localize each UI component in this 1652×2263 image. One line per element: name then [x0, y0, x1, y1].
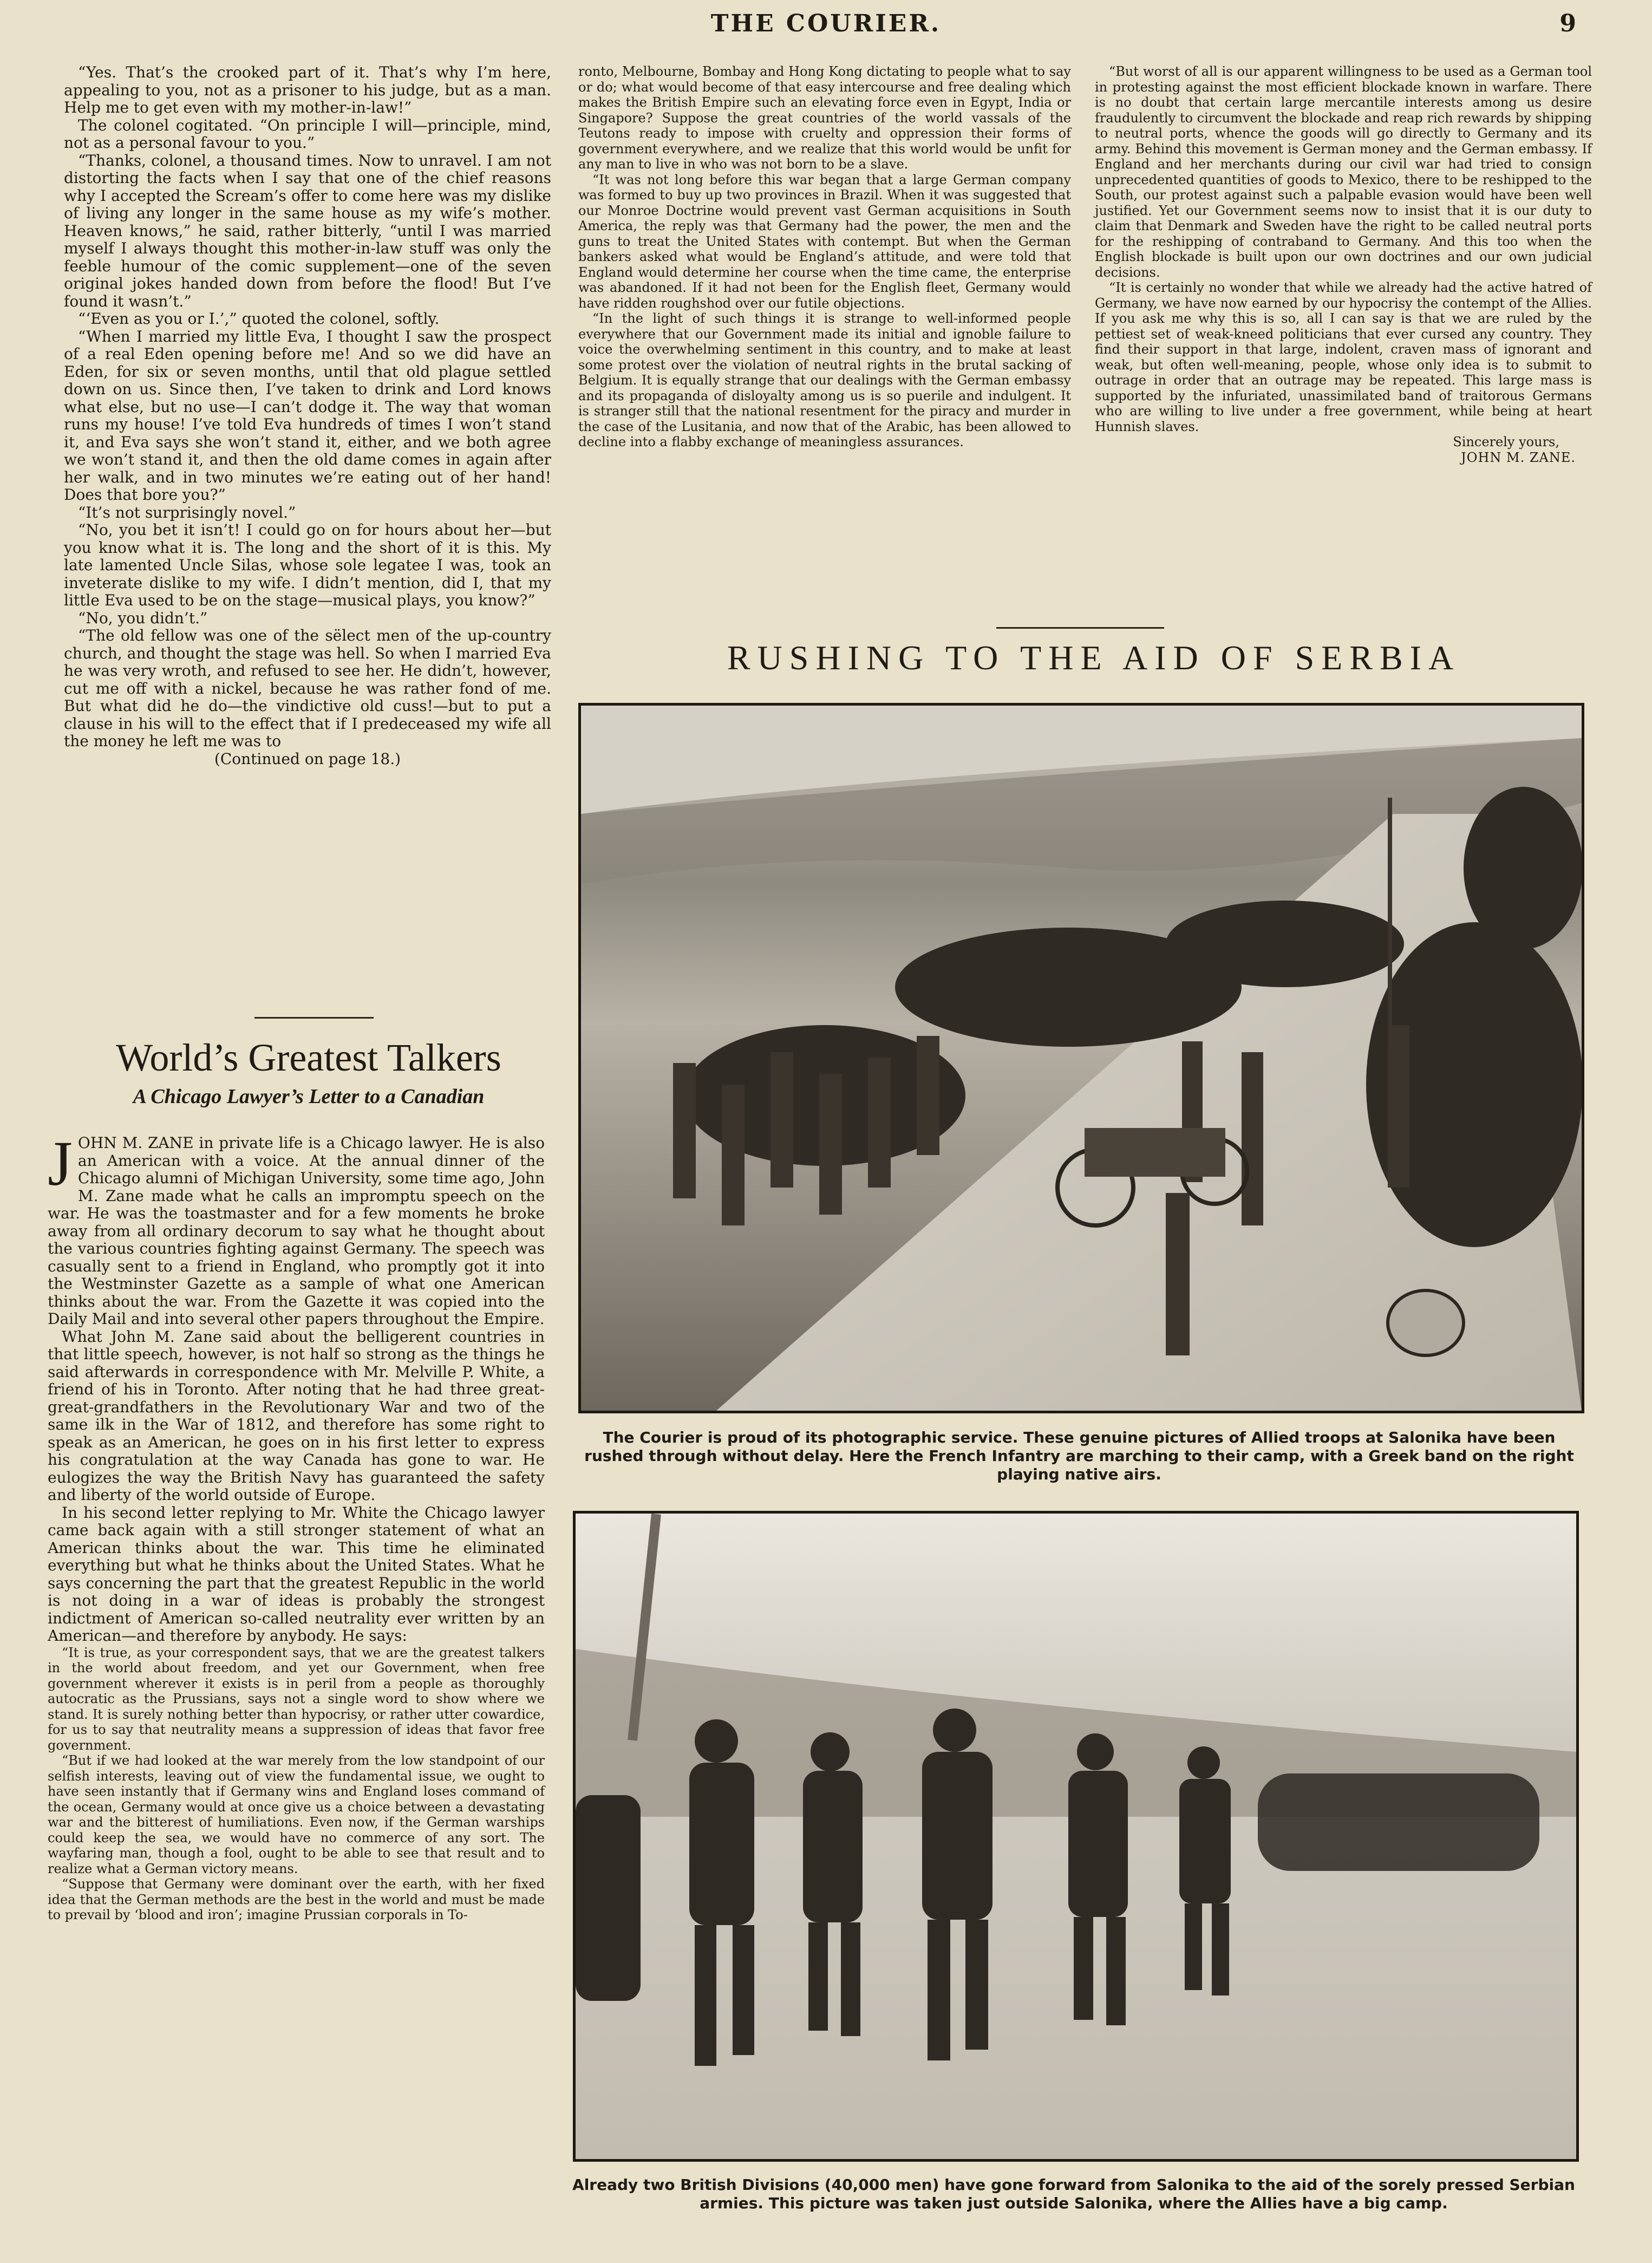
paragraph: “In the light of such things it is strange to well-informed people everywhere that our Government made its initial and ignoble failure to voice the overwhelming sentiment in this country, and to make at least some protest over the violation of neutral rights in the brutal sacking of Belgium. It is equally strange that our dealings with the German embassy and its propaganda of disloyalty among us is so puerile and indulgent. It is stranger still that the national resentment for the piracy and murder in the case of the Lusitania, and now that of the Arabic, has been allowed to decline into a flabby exchange of meaningless assurances. [578, 311, 1071, 449]
paragraph: “Thanks, colonel, a thousand times. Now to unravel. I am not distorting the facts when I say that one of the chief reasons why I accepted the Scream’s offer to come here was my dislike of living any longer in the same house as my wife’s mother. Heaven knows,” he said, rather bitterly, “until I was married myself I always thought this mother-in-law stuff was only the feeble humour of the comic supplement—one of the seven original jokes handed down from before the flood! But I’ve found it wasn’t.” [64, 151, 551, 310]
paragraph: “No, you bet it isn’t! I could go on for hours about her—but you know what it is. The long and the short of it is this. My late lamented Uncle Silas, whose sole legatee I was, took an inveterate dislike to my wife. I didn’t mention, did I, that my little Eva used to be on the stage—musical plays, you know?” [64, 521, 551, 609]
photo-british-divisions [573, 1511, 1579, 2162]
quoted-letter [48, 1645, 545, 1923]
letter-column-3 [1095, 64, 1592, 465]
paragraph: “‘Even as you or I.’,” quoted the colonel, softly. [78, 310, 440, 328]
masthead: THE COURIER. [710, 10, 942, 37]
closing: Sincerely yours, [1453, 434, 1559, 449]
french-infantry-photo [581, 706, 1582, 1411]
article-heading [54, 1035, 563, 1108]
page-header [0, 10, 1652, 42]
british-divisions-photo [576, 1514, 1576, 2159]
paragraph: “No, you didn’t.” [78, 609, 208, 627]
story-column [64, 64, 551, 768]
photo-caption-1: The Courier is proud of its photographic service. These genuine pictures of Allied troops at Salonika have been rushed through without delay. Here the French Infantry are marching to their camp, with a Greek band on the right playing native airs. [584, 1429, 1574, 1483]
section-divider [254, 1017, 374, 1019]
paragraph: ronto, Melbourne, Bombay and Hong Kong dictating to people what to say or do; what would become of that easy intercourse and free dealing which makes the British Empire such an elevating force even in Egypt, India or Singapore? Suppose the great countries of the world vassals of the Teutons ready to impose with cruelty and oppression their forms of government everywhere, and we realize that this world would be unfit for any man to live in who was not born to be a slave. [578, 64, 1071, 172]
photo-french-infantry [578, 703, 1584, 1413]
paragraph: “The old fellow was one of the sëlect men of the up-country church, and thought the stage was hell. So when I married Eva he was very wroth, and refused to see her. He didn’t, however, cut me off with a nickel, because he was rather fond of me. But what did he do—the vindictive old cuss!—but to put a clause in his will to the effect that if I predeceased my wife all the money he left me was to [64, 627, 551, 750]
signature: JOHN M. ZANE. [1461, 449, 1576, 465]
paragraph: “It was not long before this war began that a large German company was formed to buy up two provinces in Brazil. When it was suggested that our Monroe Doctrine would prevent vast German acquisitions in South America, the reply was that Germany had the power, the men and the guns to treat the United States with contempt. But when the German bankers asked what would be England’s attitude, and were told that England would determine her course when the time came, the enterprise was abandoned. If it had not been for the English fleet, Germany would have ridden roughshod over our futile objections. [578, 172, 1071, 311]
paragraph: “But worst of all is our apparent willingness to be used as a German tool in protesting against the most efficient blockade known in warfare. There is no doubt that certain large mercantile interests among us desire fraudulently to circumvent the blockade and reap rich rewards by shipping to neutral ports, whence the goods will go directly to Germany and its army. Behind this movement is German money and the German embassy. If England and her merchants during our civil war had tried to consign unprecedented quantities of goods to Mexico, there to be reshipped to the South, our protest against such a palpable evasion would have been well justified. Yet our Government seems now to insist that it is our duty to claim that Denmark and Sweden have the right to be called neutral ports for the reshipping of contraband to Germany. And this too when the English blockade is built upon our own doctrines and our own judicial decisions. [1095, 64, 1592, 280]
paragraph: “When I married my little Eva, I thought I saw the prospect of a real Eden opening before me! And so we did have an Eden, for six or seven months, until that old plague settled down on us. Since then, I’ve taken to drink and Lord knows what else, but no use—I can’t dodge it. The way that woman runs my house! I’ve told Eva hundreds of times I won’t stand it, and Eva says she won’t stand it, either, and we both agree we won’t stand it, and then the old dame comes in again after her walk, and in two minutes we’re eating out of her hand! Does that bore you?” [64, 327, 551, 504]
page-number: 9 [1559, 10, 1576, 37]
paragraph: What John M. Zane said about the belligerent countries in that little speech, however, is not half so strong as the things he said afterwards in correspondence with Mr. Melville P. White, a friend of his in Toronto. After noting that he had three great-great-grandfathers in the Revolutionary War and two of the same ilk in the War of 1812, and therefore has some right to speak as an American, he goes on in his first letter to express his congratulation at the way Canada has gone to war. He eulogizes the way the British Navy has guaranteed the safety and liberty of the world outside of Europe. [48, 1327, 545, 1504]
paragraph: The colonel cogitated. “On principle I will—principle, mind, not as a personal favour to you.” [64, 116, 551, 152]
headline-divider [996, 627, 1164, 629]
photo-headline: RUSHING TO THE AID OF SERBIA [727, 638, 1461, 677]
drop-cap: J [48, 1128, 73, 1199]
lead-paragraph [48, 1128, 545, 1328]
quote-paragraph: “It is true, as your correspondent says, that we are the greatest talkers in the world about freedom, and yet our Government, when free government wherever it exists is in peril from a people as thoroughly autocratic as the Prussians, says not a single word to show where we stand. It is surely nothing better than hypocrisy, or rather utter cowardice, for us to say that neutrality means a suppression of ideas that favor free government. [48, 1645, 545, 1753]
lead-text: OHN M. ZANE in private life is a Chicago lawyer. He is also an American with a voice. At the annual dinner of the Chicago alumni of Michigan University, some time ago, John M. Zane made what he calls an impromptu speech on the war. He was the toastmaster and for a few moments he broke away from all ordinary decorum to say what he thought about the various countries fighting against Germany. The speech was casually sent to a friend in England, who promptly got it into the Westminster Gazette as a sample of what one American thinks about the war. From the Gazette it was copied into the Daily Mail and into several other papers throughout the Empire. [48, 1134, 545, 1328]
letter-column-2 [578, 64, 1071, 450]
article-title: World’s Greatest Talkers [116, 1036, 501, 1079]
article-subtitle: A Chicago Lawyer’s Letter to a Canadian [133, 1085, 485, 1108]
photo-caption-2: Already two British Divisions (40,000 men) have gone forward from Salonika to the aid of the sorely pressed Serbian armies. This picture was taken just outside Salonika, where the Allies have a big camp. [572, 2176, 1575, 2212]
continued-note: (Continued on page 18.) [214, 749, 401, 768]
article-body [48, 1128, 545, 1923]
paragraph: “It is certainly no wonder that while we already had the active hatred of Germany, we have now earned by our hypocrisy the contempt of the Allies. If you ask me why this is so, all I can say is that we are ruled by the pettiest set of weak-kneed politicians that ever cursed any country. They find their support in that large, indolent, craven mass of ignorant and weak, but often well-meaning, people, whose only idea is to submit to outrage in order that an outrage may be repeated. This large mass is supported by the infuriated, unassimilated band of traitorous Germans who are willing to live under a free government, while being at heart Hunnish slaves. [1095, 280, 1592, 434]
quote-paragraph: “But if we had looked at the war merely from the low standpoint of our selfish interests, leaving out of view the fundamental issue, we ought to have seen instantly that if Germany wins and England loses command of the ocean, Germany would at once give us a choice between a devastating war and the bitterest of humiliations. Even now, if the German warships could keep the sea, we would have no commerce of any sort. The wayfaring man, though a fool, ought to be able to see that result and to realize what a German victory means. [48, 1753, 545, 1876]
paragraph: “It’s not surprisingly novel.” [78, 503, 296, 521]
quote-paragraph: “Suppose that Germany were dominant over the earth, with her fixed idea that the German methods are the best in the world and must be made to prevail by ‘blood and iron’; imagine Prussian corporals in To- [48, 1876, 545, 1922]
paragraph: In his second letter replying to Mr. White the Chicago lawyer came back again with a still stronger statement of what an American thinks about the war. This time he eliminated everything but what he thinks about the United States. What he says concerning the part that the greatest Republic in the world is not doing in a war of ideas is probably the strongest indictment of American so-called neutrality ever written by an American—and therefore by anybody. He says: [48, 1503, 545, 1645]
paragraph: “Yes. That’s the crooked part of it. That’s why I’m here, appealing to you, not as a prisoner to his judge, but as a man. Help me to get even with my mother-in-law!” [64, 63, 551, 116]
